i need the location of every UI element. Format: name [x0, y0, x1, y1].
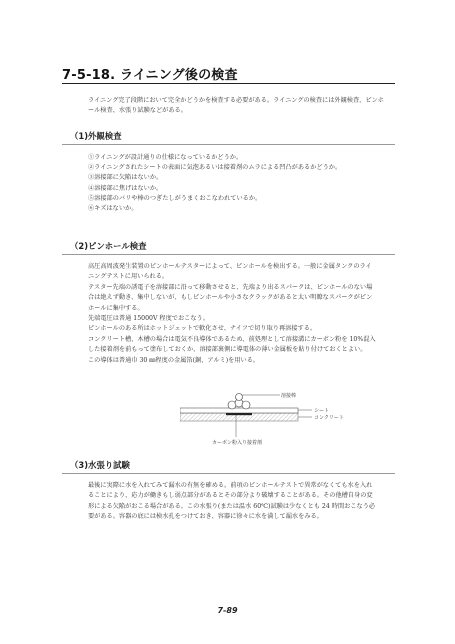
text-line: ホールに集中する。	[88, 304, 144, 312]
intro-line: ール検査、水張り試験などがある。	[88, 107, 187, 115]
intro-paragraph	[88, 96, 408, 117]
label-concrete: コンクリート	[314, 415, 344, 421]
text-line: この導体は普通巾 30 ㎜程度の金属箔(銅、アルミ)を用いる。	[88, 356, 260, 364]
weld-bead	[228, 394, 250, 410]
label-weld-rod: 溶接棒	[281, 393, 297, 399]
text-line: ニングテストに用いられる。	[88, 273, 169, 281]
intro-line: ライニング完了段階において完全かどうかを検査する必要がある。ライニングの検査には外観検査、ピンホ	[88, 97, 384, 104]
text-line: した接着剤を前もって塗布しておくか、溶接部裏側に導電体の薄い金属板を貼り付けておくとよい。	[88, 346, 367, 354]
weld-cross-section-figure	[180, 391, 370, 449]
text-line: テスター先端の誘電子を溶接部に沿って移動させると、先端より出るスパークは、ピンホールのない場	[88, 283, 373, 291]
text-line: 先端電圧は普通 15000V 程度でおこなう。	[88, 315, 209, 323]
section-divider	[62, 473, 395, 474]
visual-inspection-list	[88, 153, 341, 214]
water-test-paragraph	[88, 481, 408, 523]
list-item: ④溶接部に焦げはないか。	[88, 184, 163, 192]
page-number: 7-89	[217, 606, 238, 615]
label-carbon-adhesive: カーボン粉入り接着剤	[212, 440, 263, 446]
section-divider	[62, 144, 395, 145]
section-divider	[62, 254, 395, 255]
label-sheet: シート	[314, 408, 330, 414]
section-title-pinhole-inspection: （2)ピンホール検査	[70, 241, 147, 251]
sheet-layer	[180, 408, 298, 413]
text-line: 要がある。容器の底には検水孔をつけておき、容器に徐々に水を満して漏水をみる。	[88, 513, 323, 521]
text-line: 合は絶えず動き、集中しないが、もしピンホールや小さなクラックがあると太い明瞭なスパークがピン	[88, 294, 373, 302]
text-line: 最後に実際に水を入れてみて漏水の有無を確める。前項のピンホールテストで異常がなくても水を入れ	[88, 482, 373, 489]
carbon-adhesive-strip	[226, 413, 252, 415]
section-title-visual-inspection: （1)外観検査	[70, 131, 122, 141]
text-line: ピンホールのある所はホットジェットで軟化させ、ナイフで切り取り再溶接する。	[88, 325, 317, 333]
list-item: ⑥キズはないか。	[88, 205, 138, 213]
list-item: ⑤溶接部のバリや棒のつぎたしがうまくおこなわれているか。	[88, 194, 262, 202]
list-item: ①ライニングが設計通りの仕様になっているかどうか。	[88, 154, 243, 161]
text-line: 形による欠陥がおこる場合がある。この水張り(または温水 60℃)試験は少なくとも 24 時間おこなう必	[88, 502, 376, 510]
pinhole-paragraph	[88, 262, 408, 366]
text-line: 高圧高周波発生装置のピンホールテスターによって、ピンホールを検出する。一般に金属タンクのライ	[88, 263, 372, 270]
section-title-water-test: （3)水張り試験	[70, 460, 130, 470]
title-underline	[62, 83, 395, 84]
text-line: コンクリート槽、木槽の場合は電気不良導体であるため、前処理として溶接溝にカーボン粉を 10%混入	[88, 335, 376, 343]
list-item: ③溶接部に欠陥はないか。	[88, 174, 163, 182]
list-item: ②ライニングされたシートの表面に気泡あるいは接着剤のムラによる凹凸があるかどうか。	[88, 164, 342, 172]
page-title: 7-5-18. ライニング後の検査	[62, 68, 238, 83]
text-line: ることにより、応力が働きもし弱点部分があるとその部分より破壊することがある。その他槽自身の変	[88, 492, 373, 500]
